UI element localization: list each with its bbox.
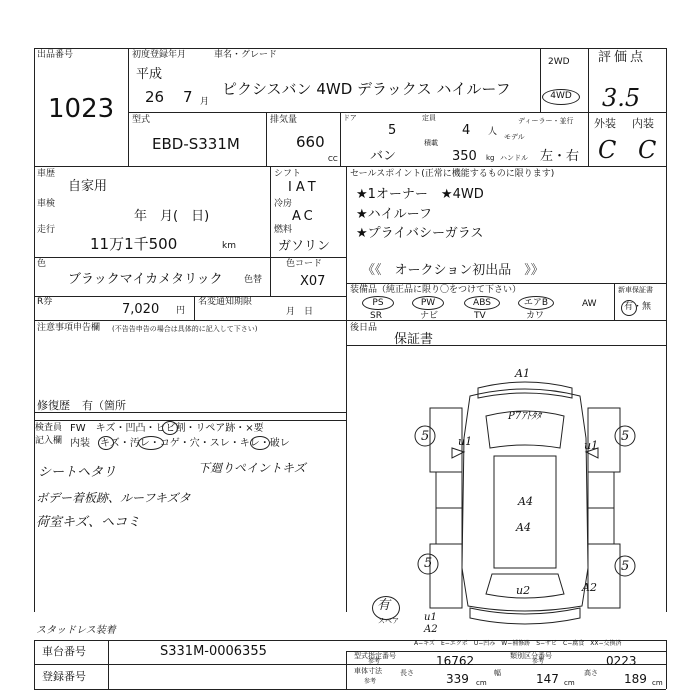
divider (614, 283, 615, 320)
lot-number: 1023 (48, 94, 115, 124)
model-no: 16762 (436, 654, 475, 668)
reg-label: 登録番号 (42, 670, 86, 683)
model-small: モデル (504, 133, 525, 141)
right-rear-quarter (588, 544, 620, 608)
damage-mark: A2 (582, 581, 597, 594)
front-bumper (478, 382, 572, 398)
first-reg-label: 初度登録年月 (132, 50, 187, 60)
model-no-ref: 参考 (368, 658, 381, 665)
inspection: 年 月( 日) (134, 209, 210, 224)
rear-label: 後日品 (350, 323, 378, 333)
lot-label: 出品番号 (37, 50, 74, 60)
roof (494, 456, 556, 568)
exterior-label: 外装 (594, 117, 616, 130)
equip-tv: TV (474, 311, 486, 321)
sales-label: セールスポイント(正常に機能するものに限ります) (350, 169, 555, 179)
cc-unit: CC (328, 155, 338, 163)
length: 339 (446, 672, 469, 686)
color-label: 色 (37, 259, 47, 269)
divider (540, 48, 541, 113)
tire-value: 5 (621, 559, 630, 574)
inspection-box-label2: 記入欄 (35, 436, 63, 446)
ac: AC (292, 209, 316, 224)
first-reg-year: 26 (145, 88, 165, 106)
drive-4wd: 4WD (550, 91, 572, 101)
model-label: 車名・グレード (214, 50, 278, 60)
damage-mark: A1 (515, 367, 530, 380)
load-label: 積載 (424, 139, 438, 147)
model-no-label: 型式指定番号 (354, 652, 396, 660)
height-unit: cm (652, 679, 663, 687)
damage-mark: u1 (584, 439, 599, 452)
dims-ref: 参考 (364, 678, 377, 685)
sales-point-3: ★プライバシーガラス (356, 226, 484, 241)
class-no-label: 類別区分番号 (510, 652, 552, 660)
dealer-label: ディーラー・並行 (518, 117, 574, 125)
divider (340, 112, 341, 166)
car-name: ピクシスバン 4WD デラックス ハイルーフ (222, 80, 511, 98)
first-reg-month-unit: 月 (200, 97, 210, 107)
damage-legend: A−キズ E−エクボ U−凹み W−補修跡 S−サビ C−腐食 XX−交換済 (414, 640, 622, 647)
width-unit: cm (564, 679, 575, 687)
divider (270, 166, 271, 296)
divider (346, 651, 347, 689)
equip-sr: SR (370, 311, 382, 321)
auction-note: 《《 オークション初出品 》》 (362, 263, 544, 278)
mark-circle (98, 436, 114, 450)
fuel-label: 燃料 (274, 225, 293, 235)
handwritten-note-1: シートヘタリ (38, 465, 117, 480)
displacement: 660 (296, 133, 325, 151)
divider (34, 689, 666, 690)
mark-circle (162, 421, 178, 435)
tire-value: 5 (621, 429, 630, 444)
person-unit: 人 (488, 127, 498, 137)
grade-label: 評価点 (598, 50, 647, 65)
handwritten-studless: スタッドレス装着 (36, 625, 116, 636)
equip-ps: PS (362, 296, 394, 310)
divider (34, 296, 346, 297)
tire-value: 5 (421, 429, 430, 444)
capacity: 4 (462, 123, 471, 138)
class-no: 0223 (606, 654, 637, 668)
handle: 左・右 (540, 149, 580, 164)
mileage: 11万1千500 (90, 235, 178, 253)
divider (34, 412, 346, 413)
divider (128, 112, 588, 113)
handle-label: ハンドル (500, 154, 528, 162)
warranty: 有・無 (624, 302, 652, 312)
divider (666, 640, 667, 689)
spare-sub: スペア (378, 617, 399, 625)
color-code: X07 (300, 274, 326, 289)
notes-label: 注意事項申告欄 (37, 323, 101, 333)
fuel: ガソリン (278, 239, 331, 254)
divider (34, 320, 666, 321)
damage-mark: u1 (458, 435, 473, 448)
divider (34, 166, 666, 167)
inspection-box-row1: FW キズ・凹凸・ヒビ割・リペア跡・×要 (70, 423, 264, 434)
history-label: 車歴 (37, 169, 56, 179)
damage-mark: A4 (516, 521, 531, 534)
handwritten-note-right: 下廻りペイントキズ (198, 461, 306, 475)
divider (588, 48, 589, 166)
drive-2wd: 2WD (548, 57, 570, 67)
mark-circle (250, 436, 270, 450)
repair-label: 修復歴 (37, 399, 70, 412)
divider (588, 112, 666, 113)
load: 350 (452, 149, 477, 164)
recycle-label: R券 (37, 297, 53, 307)
handwritten-note-2: ボデー着板跡、ルーフキズタ (36, 491, 191, 505)
history: 自家用 (68, 179, 108, 194)
chassis-label: 車台番号 (42, 645, 86, 658)
left-rear-quarter (430, 544, 462, 608)
rear-bumper (470, 608, 580, 624)
rear-value: 保証書 (394, 332, 434, 347)
equip-pw: PW (412, 296, 444, 310)
dims-label: 車体寸法 (354, 667, 382, 675)
spare-mark: 有 (377, 598, 391, 613)
divider (346, 283, 666, 284)
chassis-number: S331M-0006355 (160, 644, 267, 659)
equip-leather: カワ (526, 311, 545, 321)
tire-value: 5 (424, 556, 433, 571)
divider (346, 166, 347, 612)
damage-mark: u2 (516, 584, 531, 597)
inspection-label: 車検 (37, 199, 56, 209)
height-label: 高さ (584, 669, 598, 677)
equip-airbag: エアB (518, 296, 554, 310)
recycle: 7,020 (122, 302, 160, 317)
damage-mark: A4 (518, 495, 533, 508)
divider (34, 420, 346, 421)
frame-left (34, 48, 35, 612)
damage-mark: u1 (424, 612, 437, 623)
sales-point-1: ★1オーナー ★4WD (356, 187, 484, 202)
drive-4wd-circle (542, 89, 580, 105)
equip-aw: AW (582, 299, 597, 309)
class-no-ref: 参考 (532, 658, 545, 665)
length-unit: cm (476, 679, 487, 687)
type-label: 型式 (132, 115, 151, 125)
displacement-label: 排気量 (270, 115, 298, 125)
divider (194, 296, 195, 320)
equip-navi: ナビ (420, 311, 439, 321)
grade-score: 3.5 (602, 84, 641, 112)
frame-right (666, 48, 667, 612)
ownership: 月 日 (286, 307, 314, 317)
color-code-label: 色コード (286, 259, 323, 269)
mileage-label: 走行 (37, 225, 56, 235)
interior-grade: C (638, 136, 657, 164)
length-label: 長さ (400, 669, 414, 677)
width-label: 幅 (494, 669, 501, 677)
notes-sub: (不告告申告の場合は具体的に記入して下さい) (112, 325, 258, 333)
divider (34, 257, 346, 258)
interior-label: 内装 (632, 117, 654, 130)
divider (108, 640, 109, 689)
divider (34, 640, 35, 689)
km-unit: km (222, 241, 236, 251)
equipment-label: 装備品（純正品に限り〇をつけて下さい） (350, 285, 522, 295)
handwritten-note-3: 荷室キズ、ヘコミ (36, 515, 141, 530)
height: 189 (624, 672, 647, 686)
first-reg-era: 平成 (136, 67, 163, 82)
repair: 有（箇所 (82, 399, 126, 412)
color-change-label: 色替 (244, 275, 263, 285)
divider (266, 112, 267, 166)
inspection-box-row2: 内装 キズ・汚レ・コゲ・穴・スレ・キレ・破レ (70, 438, 290, 449)
doors: 5 (388, 123, 397, 138)
width: 147 (536, 672, 559, 686)
divider (128, 48, 129, 166)
shift-label: シフト (274, 169, 302, 179)
warranty-label: 新車保証書 (618, 286, 653, 294)
exterior-grade: C (598, 136, 617, 164)
shift: IAT (288, 180, 320, 195)
mark-circle (138, 436, 164, 450)
damage-mark: P7ｱﾄﾀﾀ (508, 411, 542, 422)
ac-label: 冷房 (274, 199, 293, 209)
yen-unit: 円 (176, 306, 186, 316)
damage-mark: A2 (424, 624, 438, 635)
capacity-label: 定員 (422, 114, 436, 122)
body-type: バン (370, 149, 397, 164)
model-code: EBD-S331M (152, 135, 240, 153)
doors-label: ドア (343, 114, 357, 122)
first-reg-month: 7 (183, 88, 193, 106)
ownership-label: 名変通知期限 (198, 297, 253, 307)
color: ブラックマイカメタリック (68, 272, 223, 287)
kg-unit: kg (486, 154, 495, 162)
equip-abs: ABS (464, 296, 500, 310)
inspection-box-label1: 検査員 (35, 423, 63, 433)
sales-point-2: ★ハイルーフ (356, 207, 433, 222)
